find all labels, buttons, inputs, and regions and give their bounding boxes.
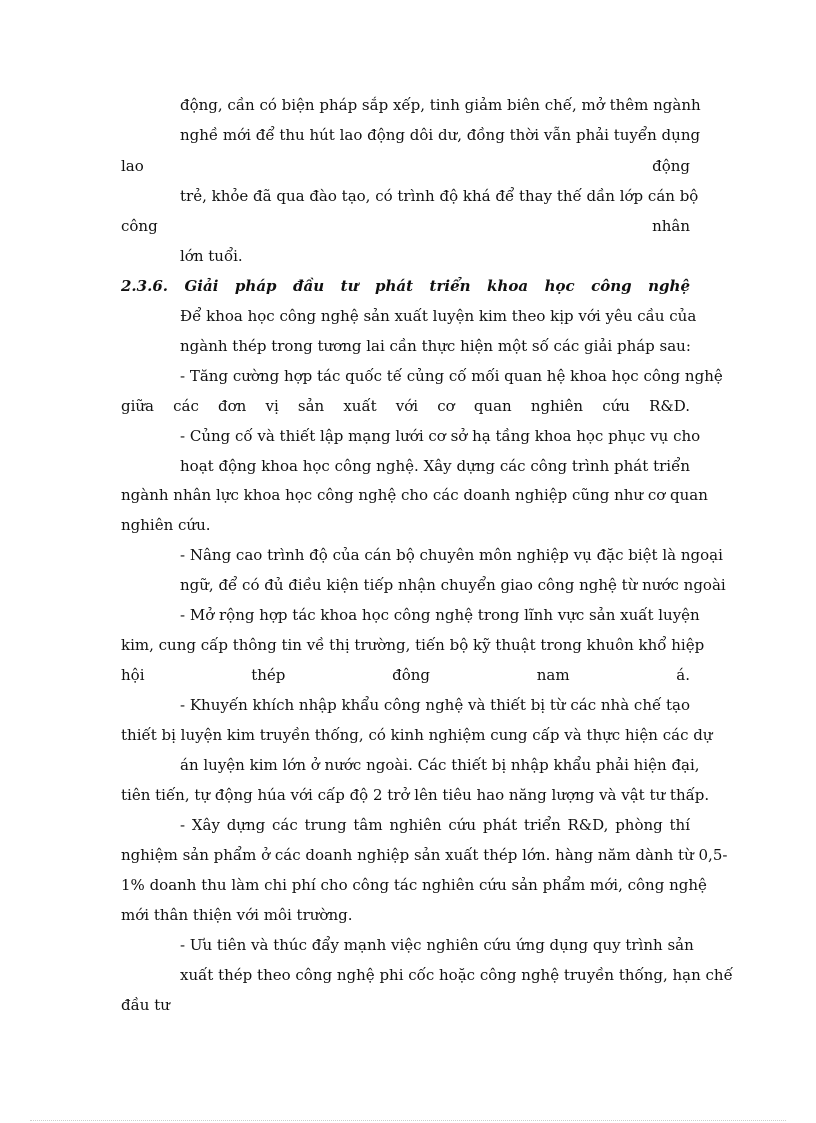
text-line: kim, cung cấp thông tin về thị trường, tiến bộ kỹ thuật trong khuôn khổ hiệp [121, 636, 705, 654]
word: nhân [652, 217, 690, 235]
text-line: thiết bị luyện kim truyền thống, có kinh nghiệm cung cấp và thực hiện các dự [121, 726, 713, 744]
section-number: 2.3.6. [121, 277, 168, 295]
heading-word: triển [429, 277, 471, 295]
heading-word: học [544, 277, 575, 295]
text-line: ngành nhân lực khoa học công nghệ cho các doanh nghiệp cũng như cơ quan [121, 486, 708, 504]
text-line: Để khoa học công nghệ sản xuất luyện kim theo kịp với yêu cầu của [180, 307, 697, 325]
word: á. [676, 666, 690, 684]
word: động [652, 157, 690, 175]
text-line: - Mở rộng hợp tác khoa học công nghệ trong lĩnh vực sản xuất luyện [180, 606, 700, 624]
text-line: - Củng cố và thiết lập mạng lưới cơ sở hạ tầng khoa học phục vụ cho [180, 427, 701, 445]
text-line: trẻ, khỏe đã qua đào tạo, có trình độ khá để thay thế dần lớp cán bộ [180, 187, 699, 205]
word: hội [121, 666, 145, 684]
text-line: hoạt động khoa học công nghệ. Xây dựng các công trình phát triển [180, 457, 690, 475]
word: đông [392, 666, 431, 684]
heading-word: Giải [184, 277, 219, 295]
heading-word: công [591, 277, 632, 295]
text-line: 1% doanh thu làm chi phí cho công tác nghiên cứu sản phẩm mới, công nghệ [121, 876, 707, 894]
text-line: ngữ, để có đủ điều kiện tiếp nhận chuyển giao công nghệ từ nước ngoài [180, 576, 726, 594]
text-line: nghề mới để thu hút lao động dôi dư, đồng thời vẫn phải tuyển dụng [180, 126, 701, 144]
heading-word: pháp [234, 277, 277, 295]
word: công [121, 217, 158, 235]
text-line [121, 216, 690, 236]
text-line: nghiệm sản phẩm ở các doanh nghiệp sản xuất thép lớn. hàng năm dành từ 0,5- [121, 846, 728, 864]
text-line: nghiên cứu. [121, 516, 211, 534]
section-heading [121, 276, 690, 296]
text-line: tiên tiến, tự động húa với cấp độ 2 trở lên tiêu hao năng lượng và vật tư thấp. [121, 786, 710, 804]
heading-word: khoa [487, 277, 529, 295]
text-line: - Xây dựng các trung tâm nghiên cứu phát triển R&D, phòng thí [180, 816, 690, 834]
text-line: - Ưu tiên và thúc đẩy mạnh việc nghiên cứu ứng dụng quy trình sản [180, 936, 694, 954]
text-line [121, 665, 690, 685]
text-line [121, 156, 690, 176]
text-line: giữa các đơn vị sản xuất với cơ quan nghiên cứu R&D. [121, 397, 690, 415]
page-bottom-rule [30, 1120, 786, 1121]
word: lao [121, 157, 144, 175]
text-line: - Nâng cao trình độ của cán bộ chuyên môn nghiệp vụ đặc biệt là ngoại [180, 546, 723, 564]
heading-word: tư [340, 277, 359, 295]
text-line: - Tăng cường hợp tác quốc tế củng cố mối quan hệ khoa học công nghệ [180, 367, 723, 385]
text-line: ngành thép trong tương lai cần thực hiện một số các giải pháp sau: [180, 337, 691, 355]
text-line: xuất thép theo công nghệ phi cốc hoặc công nghệ truyền thống, hạn chế [180, 966, 733, 984]
heading-word: nghệ [648, 277, 690, 295]
word: thép [251, 666, 286, 684]
text-line: mới thân thiện với môi trường. [121, 906, 353, 924]
text-line: - Khuyến khích nhập khẩu công nghệ và thiết bị từ các nhà chế tạo [180, 696, 690, 714]
heading-word: phát [375, 277, 414, 295]
text-line: án luyện kim lớn ở nước ngoài. Các thiết bị nhập khẩu phải hiện đại, [180, 756, 700, 774]
heading-word: đầu [293, 277, 325, 295]
text-line: đầu tư [121, 996, 170, 1014]
text-line: lớn tuổi. [180, 247, 243, 265]
text-line: động, cần có biện pháp sắp xếp, tinh giảm biên chế, mở thêm ngành [180, 96, 701, 114]
word: nam [536, 666, 570, 684]
